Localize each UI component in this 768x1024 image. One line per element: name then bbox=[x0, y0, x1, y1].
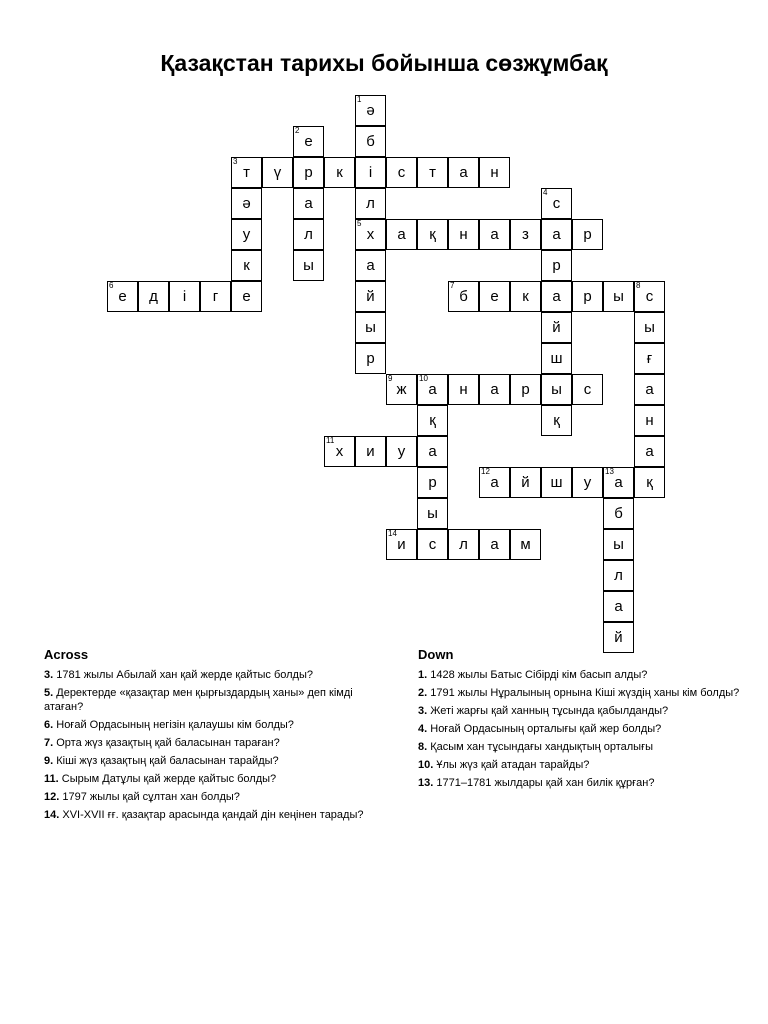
crossword-cell[interactable] bbox=[355, 188, 386, 219]
cell-letter: р bbox=[366, 350, 375, 367]
cell-letter: й bbox=[552, 319, 561, 336]
crossword-cell[interactable] bbox=[510, 219, 541, 250]
cell-number: 11 bbox=[326, 436, 335, 445]
down-clue bbox=[418, 722, 748, 736]
cell-letter: а bbox=[490, 474, 499, 491]
cell-letter: н bbox=[490, 164, 499, 181]
crossword-cell[interactable] bbox=[355, 250, 386, 281]
crossword-cell[interactable] bbox=[634, 343, 665, 374]
clue-number: 10. bbox=[418, 759, 434, 771]
crossword-cell[interactable] bbox=[541, 467, 572, 498]
cell-letter: с bbox=[645, 288, 654, 305]
crossword-cell[interactable] bbox=[634, 405, 665, 436]
cell-number: 14 bbox=[388, 529, 397, 538]
page-title: Қазақстан тарихы бойынша сөзжұмбақ bbox=[160, 50, 608, 76]
cell-letter: а bbox=[552, 288, 561, 305]
crossword-cell[interactable] bbox=[603, 591, 634, 622]
cell-letter: а bbox=[459, 164, 468, 181]
clue-text: Ноғай Ордасының негізін қалаушы кім болды? bbox=[56, 719, 294, 731]
cell-letter: й bbox=[614, 629, 623, 646]
cell-letter: а bbox=[490, 536, 499, 553]
clue-number: 2. bbox=[418, 687, 428, 699]
clue-text: 1771–1781 жылдары қай хан билік құрған? bbox=[436, 777, 655, 789]
cell-letter: х bbox=[366, 226, 375, 243]
cell-letter: ү bbox=[273, 164, 282, 181]
cell-letter: б bbox=[614, 505, 623, 522]
clue-number: 11. bbox=[44, 773, 59, 785]
clue-number: 3. bbox=[418, 705, 428, 717]
crossword-cell[interactable] bbox=[293, 157, 324, 188]
crossword-cell[interactable] bbox=[231, 188, 262, 219]
crossword-cell[interactable] bbox=[603, 281, 634, 312]
crossword-cell[interactable] bbox=[386, 529, 417, 560]
down-clue bbox=[418, 740, 748, 754]
crossword-cell[interactable] bbox=[634, 374, 665, 405]
clue-number: 4. bbox=[418, 723, 428, 735]
cell-letter: р bbox=[521, 381, 530, 398]
cell-letter: л bbox=[614, 567, 623, 584]
cell-letter: з bbox=[522, 226, 529, 243]
clue-text: 1791 жылы Нұралының орнына Кіші жүздің ханы кім болды? bbox=[430, 687, 740, 699]
crossword-cell[interactable] bbox=[541, 312, 572, 343]
crossword-cell[interactable] bbox=[293, 188, 324, 219]
down-heading: Down bbox=[418, 647, 454, 662]
crossword-cell[interactable] bbox=[572, 467, 603, 498]
clue-number: 8. bbox=[418, 741, 428, 753]
clue-number: 3. bbox=[44, 669, 54, 681]
clue-text: 1797 жылы қай сұлтан хан болды? bbox=[62, 791, 240, 803]
cell-letter: б bbox=[366, 133, 375, 150]
across-heading: Across bbox=[44, 647, 89, 662]
cell-letter: р bbox=[304, 164, 313, 181]
crossword-cell[interactable] bbox=[138, 281, 169, 312]
across-clue bbox=[44, 736, 374, 750]
clue-text: Орта жүз қазақтың қай баласынан тараған? bbox=[56, 737, 280, 749]
cell-letter: м bbox=[520, 536, 531, 553]
cell-letter: і bbox=[182, 288, 187, 305]
cell-letter: с bbox=[428, 536, 437, 553]
crossword-cell[interactable] bbox=[634, 312, 665, 343]
cell-letter: и bbox=[366, 443, 375, 460]
across-clues bbox=[44, 648, 374, 826]
cell-number: 3 bbox=[233, 157, 238, 166]
cell-number: 9 bbox=[388, 374, 393, 383]
cell-letter: р bbox=[428, 474, 437, 491]
clue-number: 5. bbox=[44, 687, 54, 699]
cell-letter: ы bbox=[551, 381, 562, 398]
across-clue bbox=[44, 668, 374, 682]
cell-letter: ы bbox=[644, 319, 655, 336]
crossword-cell[interactable] bbox=[510, 281, 541, 312]
crossword-cell[interactable] bbox=[355, 126, 386, 157]
cell-letter: л bbox=[366, 195, 375, 212]
clue-text: Қасым хан тұсындағы хандықтың орталығы bbox=[430, 741, 654, 753]
crossword-cell[interactable] bbox=[293, 219, 324, 250]
cell-letter: а bbox=[614, 598, 623, 615]
cell-letter: ы bbox=[365, 319, 376, 336]
crossword-cell[interactable] bbox=[231, 157, 262, 188]
crossword-cell[interactable] bbox=[572, 281, 603, 312]
cell-letter: н bbox=[459, 381, 468, 398]
clue-number: 14. bbox=[44, 809, 60, 821]
cell-letter: а bbox=[645, 381, 654, 398]
crossword-cell[interactable] bbox=[603, 498, 634, 529]
cell-letter: е bbox=[490, 288, 499, 305]
down-clue bbox=[418, 758, 748, 772]
crossword-cell[interactable] bbox=[541, 405, 572, 436]
cell-letter: қ bbox=[429, 226, 436, 243]
cell-letter: р bbox=[583, 226, 592, 243]
crossword-cell[interactable] bbox=[603, 560, 634, 591]
cell-letter: т bbox=[243, 164, 250, 181]
crossword-cell[interactable] bbox=[107, 281, 138, 312]
crossword-cell[interactable] bbox=[293, 126, 324, 157]
cell-letter: к bbox=[522, 288, 529, 305]
cell-letter: б bbox=[459, 288, 468, 305]
cell-letter: і bbox=[368, 164, 373, 181]
crossword-cell[interactable] bbox=[355, 157, 386, 188]
cell-letter: н bbox=[645, 412, 654, 429]
cell-letter: қ bbox=[646, 474, 653, 491]
down-clue bbox=[418, 704, 748, 718]
cell-letter: т bbox=[429, 164, 436, 181]
crossword-cell[interactable] bbox=[541, 219, 572, 250]
cell-letter: ә bbox=[366, 102, 375, 119]
cell-letter: у bbox=[583, 474, 592, 491]
clue-text: XVI-XVII ғғ. қазақтар арасында қандай дін кеңінен тарады? bbox=[62, 809, 364, 821]
cell-letter: ж bbox=[396, 381, 407, 398]
cell-letter: р bbox=[552, 257, 561, 274]
cell-number: 8 bbox=[636, 281, 641, 290]
clue-text: 1781 жылы Абылай хан қай жерде қайтыс болды? bbox=[56, 669, 314, 681]
crossword-cell[interactable] bbox=[355, 281, 386, 312]
cell-letter: а bbox=[397, 226, 406, 243]
cell-letter: х bbox=[335, 443, 344, 460]
crossword-cell[interactable] bbox=[541, 281, 572, 312]
crossword-cell[interactable] bbox=[479, 157, 510, 188]
crossword-cell[interactable] bbox=[479, 529, 510, 560]
across-clue bbox=[44, 718, 374, 732]
crossword-cell[interactable] bbox=[572, 219, 603, 250]
across-clue bbox=[44, 772, 374, 786]
cell-letter: а bbox=[428, 443, 437, 460]
crossword-cell[interactable] bbox=[355, 219, 386, 250]
crossword-cell[interactable] bbox=[634, 281, 665, 312]
clue-text: Ұлы жүз қай атадан тарайды? bbox=[436, 759, 590, 771]
cell-letter: ә bbox=[242, 195, 251, 212]
cell-number: 5 bbox=[357, 219, 362, 228]
crossword-cell[interactable] bbox=[510, 374, 541, 405]
cell-number: 6 bbox=[109, 281, 114, 290]
cell-letter: е bbox=[242, 288, 251, 305]
clue-number: 1. bbox=[418, 669, 428, 681]
crossword-cell[interactable] bbox=[231, 250, 262, 281]
cell-letter: л bbox=[459, 536, 468, 553]
clue-text: Ноғай Ордасының орталығы қай жер болды? bbox=[430, 723, 662, 735]
cell-letter: а bbox=[490, 226, 499, 243]
cell-letter: қ bbox=[553, 412, 560, 429]
down-clue bbox=[418, 776, 748, 790]
cell-number: 2 bbox=[295, 126, 300, 135]
cell-letter: л bbox=[304, 226, 313, 243]
crossword-cell[interactable] bbox=[169, 281, 200, 312]
crossword-cell[interactable] bbox=[417, 498, 448, 529]
crossword-cell[interactable] bbox=[479, 281, 510, 312]
crossword-cell[interactable] bbox=[355, 343, 386, 374]
crossword-cell[interactable] bbox=[479, 219, 510, 250]
cell-letter: у bbox=[397, 443, 406, 460]
cell-letter: и bbox=[397, 536, 406, 553]
cell-letter: е bbox=[118, 288, 127, 305]
across-clue bbox=[44, 754, 374, 768]
cell-letter: к bbox=[336, 164, 343, 181]
crossword-cell[interactable] bbox=[448, 281, 479, 312]
cell-number: 13 bbox=[605, 467, 614, 476]
cell-letter: к bbox=[243, 257, 250, 274]
clue-number: 12. bbox=[44, 791, 60, 803]
clue-text: Деректерде «қазақтар мен қырғыздардың ханы» деп кімді атаған? bbox=[44, 687, 353, 713]
crossword-cell[interactable] bbox=[231, 281, 262, 312]
cell-letter: ы bbox=[303, 257, 314, 274]
crossword-cell[interactable] bbox=[293, 250, 324, 281]
across-clue bbox=[44, 686, 374, 714]
cell-letter: қ bbox=[429, 412, 436, 429]
crossword-cell[interactable] bbox=[541, 188, 572, 219]
cell-letter: а bbox=[552, 226, 561, 243]
across-clue bbox=[44, 790, 374, 804]
across-clue-list bbox=[44, 668, 374, 822]
crossword-cell[interactable] bbox=[634, 467, 665, 498]
down-clues bbox=[418, 648, 748, 794]
crossword-cell[interactable] bbox=[355, 436, 386, 467]
cell-letter: ы bbox=[613, 536, 624, 553]
crossword-cell[interactable] bbox=[417, 405, 448, 436]
cell-number: 10 bbox=[419, 374, 428, 383]
crossword-cell[interactable] bbox=[324, 436, 355, 467]
cell-letter: й bbox=[521, 474, 530, 491]
clue-number: 9. bbox=[44, 755, 54, 767]
crossword-cell[interactable] bbox=[510, 529, 541, 560]
cell-letter: ы bbox=[613, 288, 624, 305]
crossword-cell[interactable] bbox=[572, 374, 603, 405]
crossword-cell[interactable] bbox=[448, 157, 479, 188]
clue-text: Сырым Датұлы қай жерде қайтыс болды? bbox=[61, 773, 277, 785]
crossword-cell[interactable] bbox=[386, 374, 417, 405]
crossword-cell[interactable] bbox=[200, 281, 231, 312]
cell-letter: р bbox=[583, 288, 592, 305]
cell-number: 1 bbox=[357, 95, 362, 104]
crossword-cell[interactable] bbox=[262, 157, 293, 188]
down-clue bbox=[418, 686, 748, 700]
cell-letter: у bbox=[242, 226, 251, 243]
crossword-cell[interactable] bbox=[417, 436, 448, 467]
cell-letter: а bbox=[304, 195, 313, 212]
crossword-cell[interactable] bbox=[417, 467, 448, 498]
crossword-cell[interactable] bbox=[541, 343, 572, 374]
crossword-cell[interactable] bbox=[417, 219, 448, 250]
clue-number: 7. bbox=[44, 737, 54, 749]
cell-letter: е bbox=[304, 133, 313, 150]
crossword-cell[interactable] bbox=[479, 467, 510, 498]
crossword-cell[interactable] bbox=[355, 312, 386, 343]
cell-letter: с bbox=[583, 381, 592, 398]
cell-letter: а bbox=[366, 257, 375, 274]
cell-letter: ы bbox=[427, 505, 438, 522]
crossword-cell[interactable] bbox=[603, 467, 634, 498]
crossword-cell[interactable] bbox=[541, 250, 572, 281]
cell-letter: а bbox=[428, 381, 437, 398]
crossword-cell[interactable] bbox=[417, 374, 448, 405]
cell-letter: н bbox=[459, 226, 468, 243]
clue-number: 13. bbox=[418, 777, 434, 789]
crossword-cell[interactable] bbox=[603, 529, 634, 560]
cell-letter: с bbox=[552, 195, 561, 212]
cell-letter: а bbox=[614, 474, 623, 491]
cell-letter: ш bbox=[550, 474, 563, 491]
crossword-cell[interactable] bbox=[448, 374, 479, 405]
cell-letter: г bbox=[212, 288, 219, 305]
cell-letter: д bbox=[149, 288, 158, 305]
crossword-cell[interactable] bbox=[448, 219, 479, 250]
crossword-cell[interactable] bbox=[324, 157, 355, 188]
down-clue-list bbox=[418, 668, 748, 790]
crossword-cell[interactable] bbox=[479, 374, 510, 405]
crossword-cell[interactable] bbox=[231, 219, 262, 250]
cell-number: 4 bbox=[543, 188, 548, 197]
cell-number: 12 bbox=[481, 467, 490, 476]
cell-letter: ғ bbox=[646, 350, 653, 367]
across-clue bbox=[44, 808, 374, 822]
cell-letter: с bbox=[397, 164, 406, 181]
clue-number: 6. bbox=[44, 719, 54, 731]
cell-letter: ш bbox=[550, 350, 563, 367]
cell-letter: й bbox=[366, 288, 375, 305]
crossword-cell[interactable] bbox=[541, 374, 572, 405]
crossword-cell[interactable] bbox=[448, 529, 479, 560]
crossword-cell[interactable] bbox=[417, 157, 448, 188]
crossword-cell[interactable] bbox=[386, 436, 417, 467]
clue-text: Жеті жарғы қай ханның тұсында қабылданды? bbox=[430, 705, 669, 717]
crossword-cell[interactable] bbox=[510, 467, 541, 498]
down-clue bbox=[418, 668, 748, 682]
cell-letter: а bbox=[645, 443, 654, 460]
crossword-cell[interactable] bbox=[417, 529, 448, 560]
clue-text: Кіші жүз қазақтың қай баласынан тарайды? bbox=[56, 755, 279, 767]
crossword-cell[interactable] bbox=[386, 219, 417, 250]
crossword-cell[interactable] bbox=[634, 436, 665, 467]
cell-letter: а bbox=[490, 381, 499, 398]
crossword-cell[interactable] bbox=[355, 95, 386, 126]
crossword-cell[interactable] bbox=[386, 157, 417, 188]
cell-number: 7 bbox=[450, 281, 455, 290]
clue-text: 1428 жылы Батыс Сібірді кім басып алды? bbox=[430, 669, 648, 681]
